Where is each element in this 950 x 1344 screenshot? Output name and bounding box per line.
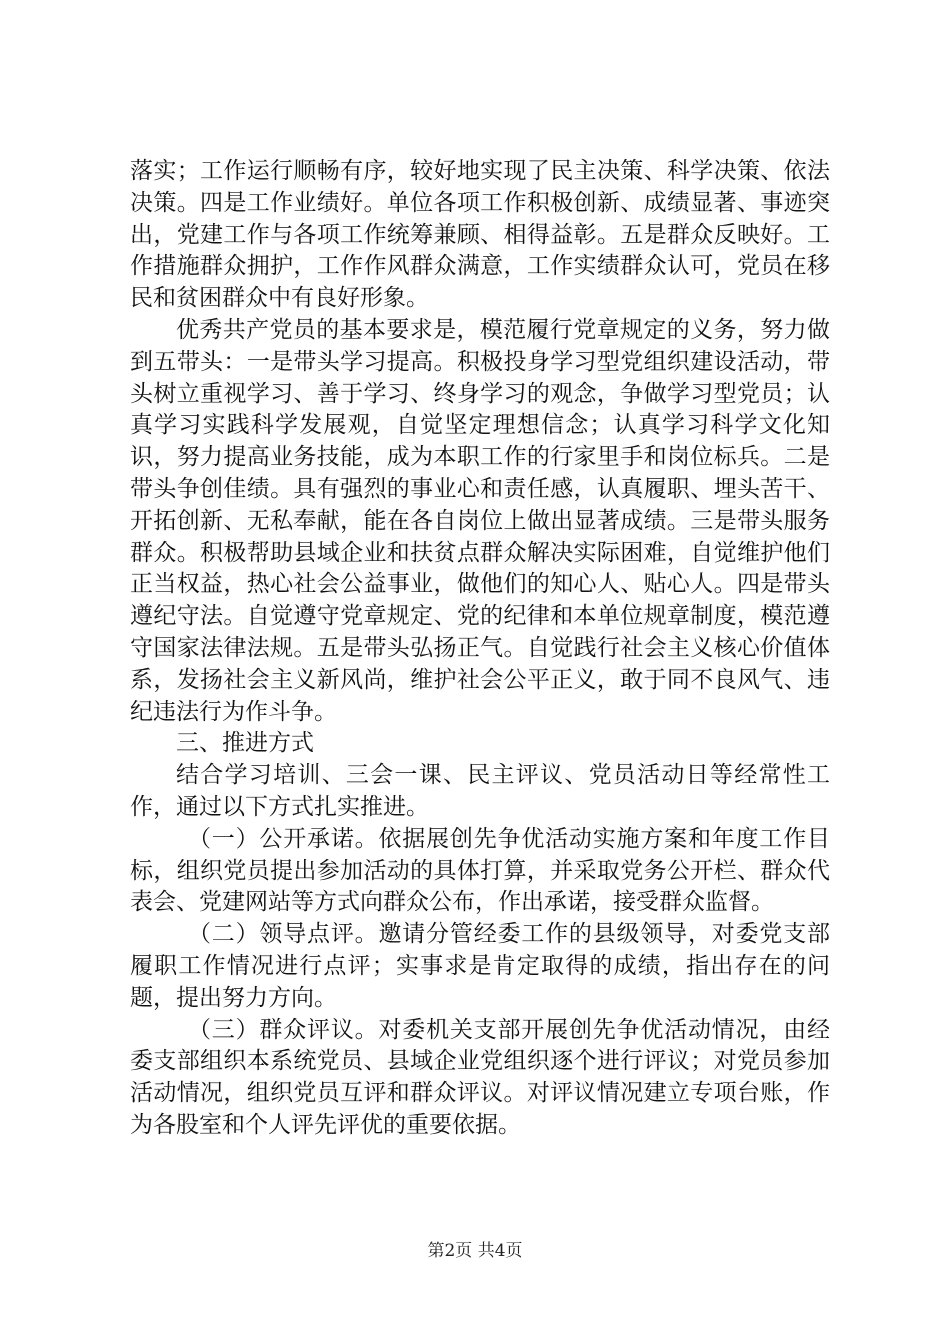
paragraph-item-2: （二）领导点评。邀请分管经委工作的县级领导，对委党支部履职工作情况进行点评；实事求是肯定取得的成绩，指出存在的问题，提出努力方向。 xyxy=(130,921,830,1011)
paragraph-requirements: 优秀共产党员的基本要求是，模范履行党章规定的义务，努力做到五带头：一是带头学习提高。积极投身学习型党组织建设活动，带头树立重视学习、善于学习、终身学习的观念，争做学习型党员；认真学习实践科学发展观，自觉坚定理想信念；认真学习科学文化知识，努力提高业务技能，成为本职工作的行家里手和岗位标兵。二是带头争创佳绩。具有强烈的事业心和责任感，认真履职、埋头苦干、开拓创新、无私奉献，能在各自岗位上做出显著成绩。三是带头服务群众。积极帮助县域企业和扶贫点群众解决实际困难，自觉维护他们正当权益，热心社会公益事业，做他们的知心人、贴心人。四是带头遵纪守法。自觉遵守党章规定、党的纪律和本单位规章制度，模范遵守国家法律法规。五是带头弘扬正气。自觉践行社会主义核心价值体系，发扬社会主义新风尚，维护社会公平正义，敢于同不良风气、违纪违法行为作斗争。 xyxy=(130,316,830,725)
paragraph-item-3: （三）群众评议。对委机关支部开展创先争优活动情况，由经委支部组织本系统党员、县域企业党组织逐个进行评议；对党员参加活动情况，组织党员互评和群众评议。对评议情况建立专项台账，作为各股室和个人评先评优的重要依据。 xyxy=(130,1016,830,1138)
paragraph-continuation: 落实；工作运行顺畅有序，较好地实现了民主决策、科学决策、依法决策。四是工作业绩好。单位各项工作积极创新、成绩显著、事迹突出，党建工作与各项工作统筹兼顾、相得益彰。五是群众反映好。工作措施群众拥护，工作作风群众满意，工作实绩群众认可，党员在移民和贫困群众中有良好形象。 xyxy=(130,158,830,312)
paragraph-item-1: （一）公开承诺。依据展创先争优活动实施方案和年度工作目标，组织党员提出参加活动的具体打算，并采取党务公开栏、群众代表会、党建网站等方式向群众公布，作出承诺，接受群众监督。 xyxy=(130,825,830,916)
section-heading: 三、推进方式 xyxy=(176,730,314,757)
page-indicator: 第2页 共4页 xyxy=(427,1241,523,1261)
document-body xyxy=(130,156,830,1142)
paragraph-intro: 结合学习培训、三会一课、民主评议、党员活动日等经常性工作，通过以下方式扎实推进。 xyxy=(130,762,830,820)
